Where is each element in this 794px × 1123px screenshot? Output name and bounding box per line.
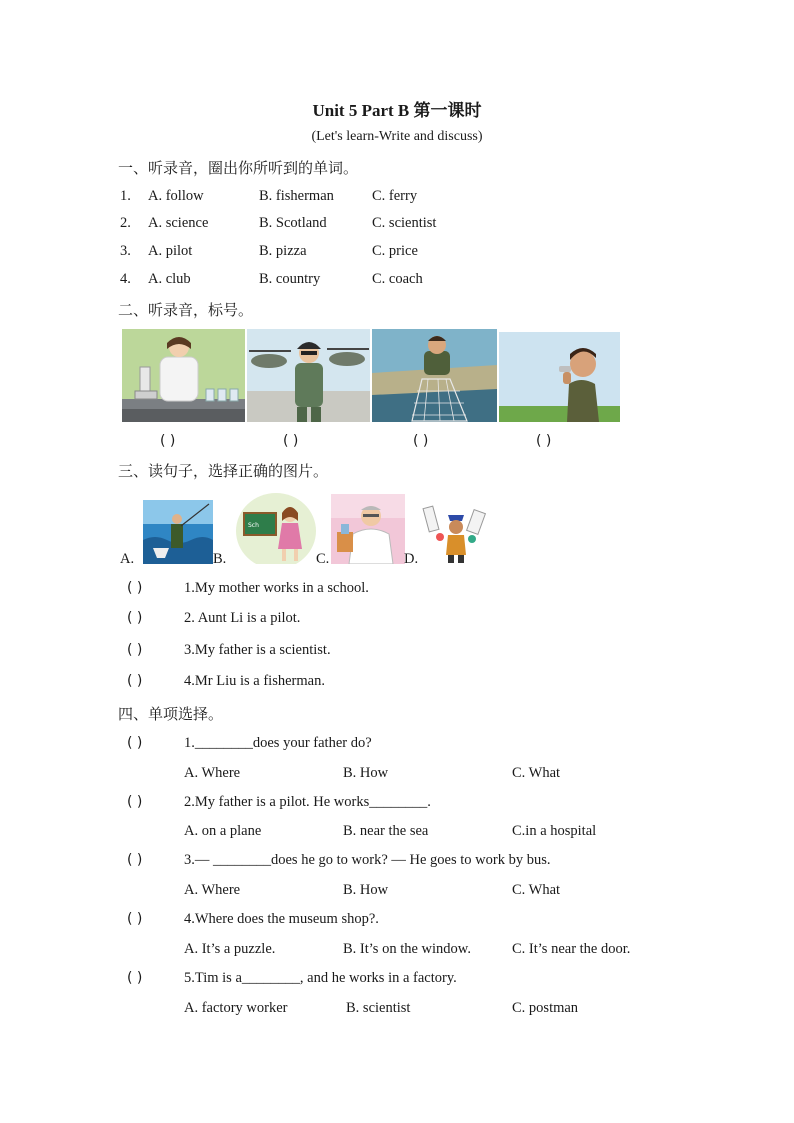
option-c-scientist-picture bbox=[331, 494, 405, 564]
coach-picture bbox=[499, 332, 620, 422]
s1-item2-option-c: C. scientist bbox=[372, 215, 437, 231]
s4-question-5: 5.Tim is a________, and he works in a factory. bbox=[184, 970, 457, 986]
page-title: Unit 5 Part B 第一课时 bbox=[312, 101, 482, 120]
s3-answer-blank-1[interactable]: ( ) bbox=[127, 580, 143, 596]
s4-answer-blank-5[interactable]: ( ) bbox=[127, 970, 143, 986]
section4-heading: 四、单项选择。 bbox=[118, 705, 224, 723]
svg-text:Sch: Sch bbox=[248, 522, 259, 529]
s1-item2-option-b: B. Scotland bbox=[259, 215, 327, 231]
option-d-pilot-picture bbox=[420, 497, 490, 564]
option-a-letter: A. bbox=[120, 551, 135, 567]
s3-sentence-3: 3.My father is a scientist. bbox=[184, 642, 331, 658]
fisherman-picture bbox=[372, 329, 497, 422]
s4-question-2: 2.My father is a pilot. He works________. bbox=[184, 794, 431, 810]
s1-item3-option-c: C. price bbox=[372, 243, 418, 259]
option-c-letter: C. bbox=[316, 551, 330, 567]
s1-item2-option-a: A. science bbox=[148, 215, 209, 231]
section3-heading: 三、读句子，选择正确的图片。 bbox=[118, 462, 329, 480]
s2-answer-blank-3[interactable]: ( ) bbox=[413, 433, 429, 449]
s4-q3-option-b: B. How bbox=[343, 882, 389, 898]
s4-q3-option-c: C. What bbox=[512, 882, 561, 898]
s3-answer-blank-3[interactable]: ( ) bbox=[127, 642, 143, 658]
s4-q1-option-a: A. Where bbox=[184, 765, 241, 781]
s1-item4-option-b: B. country bbox=[259, 271, 321, 287]
s4-q5-option-c: C. postman bbox=[512, 1000, 579, 1016]
s4-q4-option-b: B. It’s on the window. bbox=[343, 941, 471, 957]
s4-q4-option-c: C. It’s near the door. bbox=[512, 941, 631, 957]
s3-sentence-2: 2. Aunt Li is a pilot. bbox=[184, 610, 301, 626]
s4-answer-blank-2[interactable]: ( ) bbox=[127, 794, 143, 810]
s1-item1-option-b: B. fisherman bbox=[259, 188, 334, 204]
section2-heading: 二、听录音，标号。 bbox=[118, 301, 254, 319]
s2-answer-blank-4[interactable]: ( ) bbox=[536, 433, 552, 449]
s1-item1-option-c: C. ferry bbox=[372, 188, 418, 204]
s2-answer-blank-2[interactable]: ( ) bbox=[283, 433, 299, 449]
s2-answer-blank-1[interactable]: ( ) bbox=[160, 433, 176, 449]
s4-q5-option-a: A. factory worker bbox=[184, 1000, 288, 1016]
s4-q4-option-a: A. It’s a puzzle. bbox=[184, 941, 276, 957]
s3-sentence-1: 1.My mother works in a school. bbox=[184, 580, 369, 596]
s1-item4-option-a: A. club bbox=[148, 271, 191, 287]
option-b-teacher-picture bbox=[236, 491, 316, 564]
page-subtitle: (Let's learn-Write and discuss) bbox=[311, 129, 483, 144]
s4-q5-option-b: B. scientist bbox=[346, 1000, 411, 1016]
s4-q2-option-c: C.in a hospital bbox=[512, 823, 597, 839]
s1-item4-number: 4. bbox=[120, 271, 131, 287]
option-a-fisherman-picture bbox=[143, 500, 213, 564]
s4-q2-option-b: B. near the sea bbox=[343, 823, 429, 839]
s4-answer-blank-4[interactable]: ( ) bbox=[127, 911, 143, 927]
s3-sentence-4: 4.Mr Liu is a fisherman. bbox=[184, 673, 325, 689]
s1-item3-option-a: A. pilot bbox=[148, 243, 193, 259]
s1-item4-option-c: C. coach bbox=[372, 271, 423, 287]
s4-question-3: 3.— ________does he go to work? — He goes to work by bus. bbox=[184, 852, 551, 868]
s4-question-1: 1.________does your father do? bbox=[184, 735, 372, 751]
s1-item1-number: 1. bbox=[120, 188, 131, 204]
s4-answer-blank-3[interactable]: ( ) bbox=[127, 852, 143, 868]
s1-item2-number: 2. bbox=[120, 215, 131, 231]
option-b-letter: B. bbox=[213, 551, 227, 567]
s4-question-4: 4.Where does the museum shop?. bbox=[184, 911, 379, 927]
option-d-letter: D. bbox=[404, 551, 419, 567]
s4-q1-option-c: C. What bbox=[512, 765, 561, 781]
s4-q1-option-b: B. How bbox=[343, 765, 389, 781]
s1-item1-option-a: A. follow bbox=[148, 188, 204, 204]
s4-q2-option-a: A. on a plane bbox=[184, 823, 262, 839]
s1-item3-option-b: B. pizza bbox=[259, 243, 307, 259]
s1-item3-number: 3. bbox=[120, 243, 131, 259]
s4-answer-blank-1[interactable]: ( ) bbox=[127, 735, 143, 751]
s4-q3-option-a: A. Where bbox=[184, 882, 241, 898]
section1-heading: 一、听录音，圈出你所听到的单词。 bbox=[118, 159, 359, 177]
pilot-picture bbox=[247, 329, 370, 422]
s3-answer-blank-2[interactable]: ( ) bbox=[127, 610, 143, 626]
s3-answer-blank-4[interactable]: ( ) bbox=[127, 673, 143, 689]
scientist-picture bbox=[122, 329, 245, 422]
